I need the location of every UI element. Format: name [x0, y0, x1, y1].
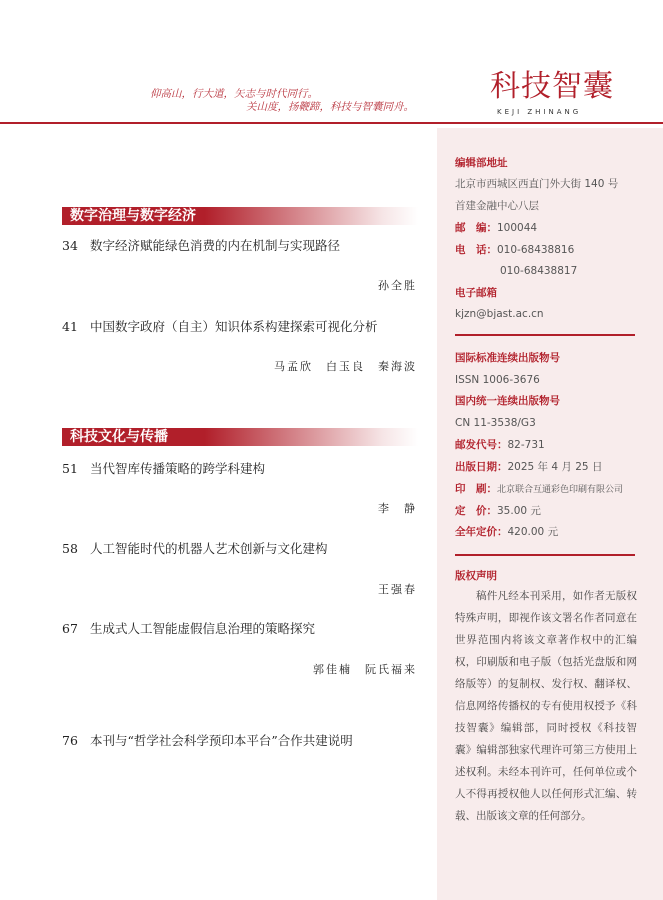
sidebar-divider [455, 334, 635, 336]
email-label: 电子邮箱 [455, 287, 497, 299]
sidebar-divider [455, 554, 635, 556]
page-number: 41 [62, 319, 78, 334]
phone-value-1: 010-68438816 [497, 244, 575, 256]
issn-value: ISSN 1006-3676 [455, 374, 540, 386]
price [455, 505, 541, 518]
postcode [455, 222, 537, 235]
toc-entry[interactable] [62, 621, 315, 636]
page-number: 51 [62, 461, 78, 476]
page-number: 76 [62, 733, 78, 748]
price-value: 35.00 元 [497, 505, 541, 517]
phone [455, 244, 574, 257]
cn-value: CN 11-3538/G3 [455, 417, 536, 429]
post-code-value: 82-731 [507, 439, 545, 451]
email-value[interactable]: kjzn@bjast.ac.cn [455, 308, 544, 320]
address-line-2: 首建金融中心八层 [455, 200, 539, 212]
page-number: 67 [62, 621, 78, 636]
toc-entry[interactable] [62, 541, 328, 556]
annual-price-label: 全年定价： [455, 526, 508, 538]
slogan-line-1: 仰高山，行大道，矢志与时代同行。 [150, 88, 318, 100]
printer-value: 北京联合互通彩色印刷有限公司 [497, 485, 624, 495]
cn-label: 国内统一连续出版物号 [455, 395, 560, 407]
toc-entry[interactable] [62, 461, 265, 476]
article-title: 生成式人工智能虚假信息治理的策略探究 [90, 621, 316, 636]
article-title: 当代智库传播策略的跨学科建构 [90, 461, 266, 476]
journal-logo: 科技智囊 [490, 69, 614, 104]
section-header: 科技文化与传播 [62, 428, 418, 446]
page-number: 58 [62, 541, 78, 556]
article-authors: 孙全胜 [378, 279, 417, 292]
phone-label: 电 话： [455, 244, 497, 256]
date-value: 2025 年 4 月 25 日 [507, 461, 603, 473]
article-authors: 马孟欣 白玉良 秦海波 [274, 360, 417, 373]
date-label: 出版日期： [455, 461, 508, 473]
toc-entry[interactable] [62, 238, 340, 253]
article-title: 中国数字政府（自主）知识体系构建探索可视化分析 [90, 319, 378, 334]
postcode-label: 邮 编： [455, 222, 497, 234]
section-header: 数字治理与数字经济 [62, 207, 418, 225]
toc-entry[interactable] [62, 733, 353, 748]
address-line-1: 北京市西城区西直门外大街 140 号 [455, 178, 619, 190]
article-title: 数字经济赋能绿色消费的内在机制与实现路径 [90, 238, 341, 253]
journal-logo-subtitle: KEJI ZHINANG [497, 108, 582, 116]
article-authors: 王强春 [378, 583, 417, 596]
copyright-label: 版权声明 [455, 570, 497, 582]
page-number: 34 [62, 238, 78, 253]
copyright-text: 稿件凡经本刊采用，如作者无版权特殊声明，即视作该文署名作者同意在世界范围内将该文章著作权中的汇编权，印刷版和电子版（包括光盘版和网络版等）的复制权、发行权、翻译权、信息网络传播权的专有使用权授予《科技智囊》编辑部，同时授权《科技智囊》编辑部独家代理许可第三方使用上述权利。未经本刊许可，任何单位或个人不得再授权他人以任何形式汇编、转载、出版该文章的任何部分。 [455, 590, 637, 822]
printer-label: 印 刷： [455, 483, 497, 495]
header-divider [0, 122, 663, 124]
postcode-value: 100044 [497, 222, 538, 234]
article-title: 本刊与“哲学社会科学预印本平台”合作共建说明 [90, 733, 353, 748]
phone-value-2: 010-68438817 [500, 265, 578, 277]
article-authors: 郭佳楠 阮氏福来 [313, 663, 417, 676]
publish-date [455, 461, 602, 474]
annual-price [455, 526, 558, 539]
slogan-line-2: 关山度，扬鞭蹄，科技与智囊同舟。 [246, 101, 414, 113]
article-authors: 李 静 [378, 502, 417, 515]
post-code-label: 邮发代号： [455, 439, 508, 451]
issn-label: 国际标准连续出版物号 [455, 352, 560, 364]
post-distribution-code [455, 439, 545, 452]
printer [455, 483, 623, 497]
price-label: 定 价： [455, 505, 497, 517]
address-label: 编辑部地址 [455, 157, 508, 169]
toc-entry[interactable] [62, 319, 378, 334]
article-title: 人工智能时代的机器人艺术创新与文化建构 [90, 541, 328, 556]
annual-price-value: 420.00 元 [507, 526, 559, 538]
